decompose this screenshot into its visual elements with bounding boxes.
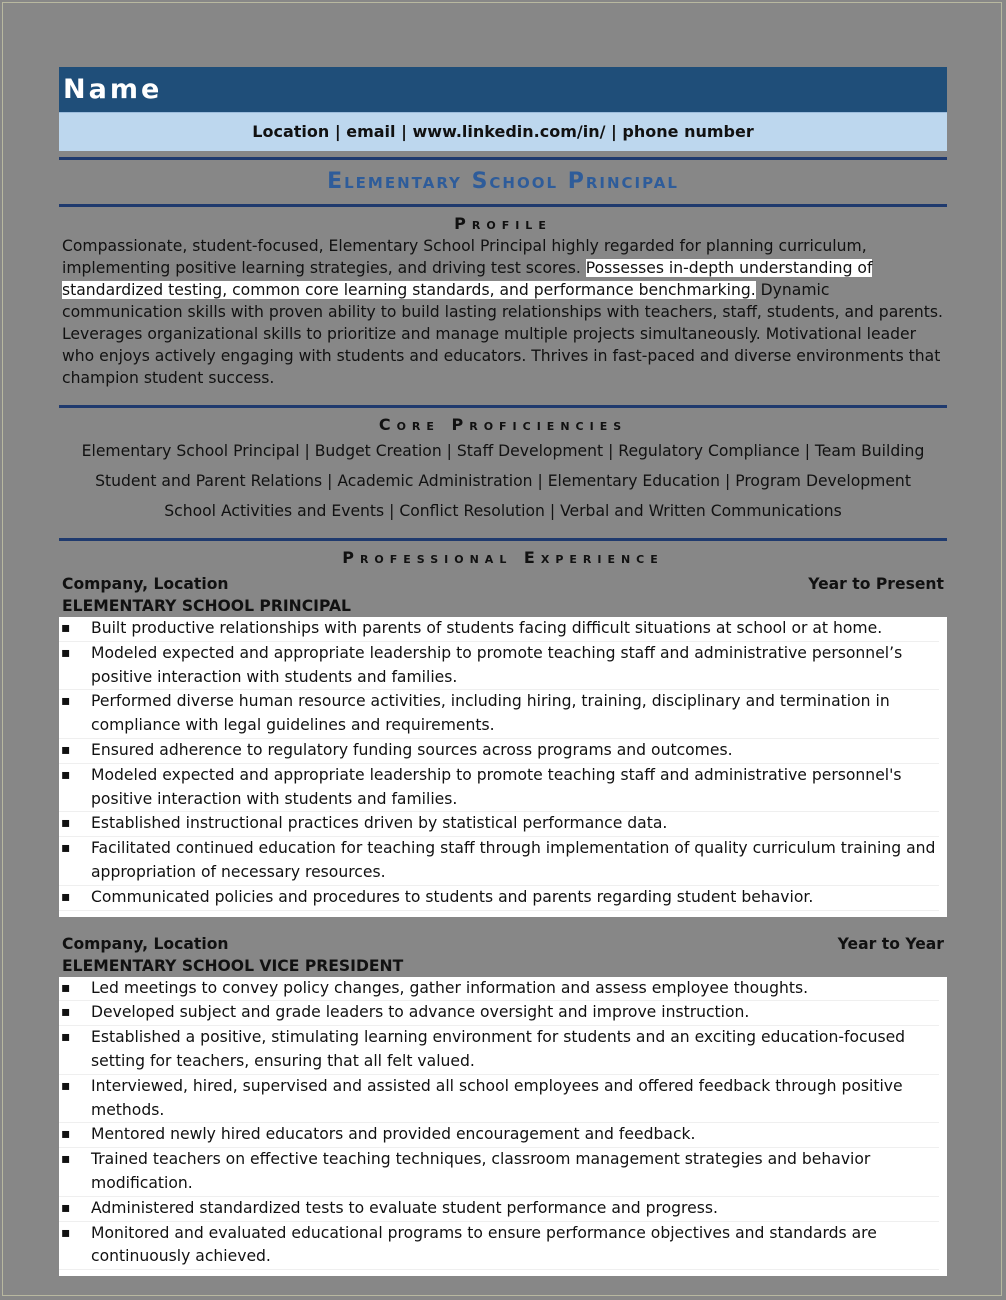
profile-text-highlight: Possesses in-depth understanding of standardized testing, common core learning standards, and performance benchmarking. — [62, 259, 873, 299]
resume-title: Elementary School Principal — [327, 169, 679, 194]
job-bullets — [59, 977, 947, 1277]
list-item: ▪ Led meetings to convey policy changes, gather information and assess employee thoughts. — [59, 977, 939, 1002]
list-item: ▪ Built productive relationships with parents of students facing difficult situations at school or at home. — [59, 617, 939, 642]
list-item: ▪ Trained teachers on effective teaching techniques, classroom management strategies and behavior modification. — [59, 1148, 939, 1197]
list-item: ▪ Performed diverse human resource activities, including hiring, training, disciplinary and termination in compliance with legal guidelines and requirements. — [59, 690, 939, 739]
job-company: Company, Location — [62, 934, 229, 953]
job-header — [59, 573, 947, 595]
name-header: Name — [59, 67, 947, 112]
proficiencies-list — [59, 436, 947, 526]
profile-summary — [59, 235, 947, 389]
list-item: ▪ Modeled expected and appropriate leadership to promote teaching staff and administrative personnel’s positive interaction with students and families. — [59, 642, 939, 691]
list-item: ▪ Developed subject and grade leaders to advance oversight and improve instruction. — [59, 1001, 939, 1026]
job-header — [59, 933, 947, 955]
job-bullets — [59, 617, 947, 917]
resume-page — [59, 67, 947, 1276]
profile-text-2: Dynamic communication skills with proven ability to build lasting relationships with teachers, staff, students, and parents. Leverages organizational skills to prioritize and manage multiple projects simultaneously. Motivational leader who enjoys actively engaging with students and educators. Thrives in fast-paced and diverse environments that champion student success. — [62, 281, 943, 387]
profile-heading: Profile — [454, 214, 552, 233]
job-entry — [59, 573, 947, 917]
job-entry — [59, 933, 947, 1277]
list-item: ▪ Facilitated continued education for teaching staff through implementation of quality curriculum training and appropriation of necessary resources. — [59, 837, 939, 886]
list-item: ▪ Communicated policies and procedures to students and parents regarding student behavior. — [59, 886, 939, 911]
list-item: ▪ Modeled expected and appropriate leadership to promote teaching staff and administrative personnel's positive interaction with students and families. — [59, 764, 939, 813]
divider — [59, 405, 947, 408]
divider — [59, 538, 947, 541]
profile-text-1: Compassionate, student-focused, Elementary School Principal highly regarded for planning curriculum, implementing positive learning strategies, and driving test scores. — [62, 237, 867, 277]
experience-heading: Professional Experience — [342, 548, 664, 567]
proficiencies-heading: Core Proficiencies — [378, 415, 628, 434]
list-item: ▪ Mentored newly hired educators and provided encouragement and feedback. — [59, 1123, 939, 1148]
list-item: ▪ Administered standardized tests to evaluate student performance and progress. — [59, 1197, 939, 1222]
list-item: ▪ Established instructional practices driven by statistical performance data. — [59, 812, 939, 837]
job-role: ELEMENTARY SCHOOL VICE PRESIDENT — [62, 956, 404, 975]
job-dates: Year to Present — [808, 575, 944, 593]
job-company: Company, Location — [62, 575, 229, 593]
divider — [59, 204, 947, 207]
proficiency-line: Elementary School Principal | Budget Creation | Staff Development | Regulatory Compliance | Team Building — [81, 442, 925, 460]
job-role: ELEMENTARY SCHOOL PRINCIPAL — [62, 597, 351, 615]
job-dates: Year to Year — [837, 934, 944, 953]
list-item: ▪ Monitored and evaluated educational programs to ensure performance objectives and standards are continuously achieved. — [59, 1222, 939, 1271]
list-item: ▪ Interviewed, hired, supervised and assisted all school employees and offered feedback through positive methods. — [59, 1075, 939, 1124]
list-item: ▪ Established a positive, stimulating learning environment for students and an exciting education-focused setting for teachers, ensuring that all felt valued. — [59, 1026, 939, 1075]
list-item: ▪ Ensured adherence to regulatory funding sources across programs and outcomes. — [59, 739, 939, 764]
contact-line: Location | email | www.linkedin.com/in/ | phone number — [59, 112, 947, 151]
proficiency-line: Student and Parent Relations | Academic Administration | Elementary Education | Program Development — [95, 472, 911, 490]
proficiency-line: School Activities and Events | Conflict Resolution | Verbal and Written Communications — [164, 502, 842, 520]
